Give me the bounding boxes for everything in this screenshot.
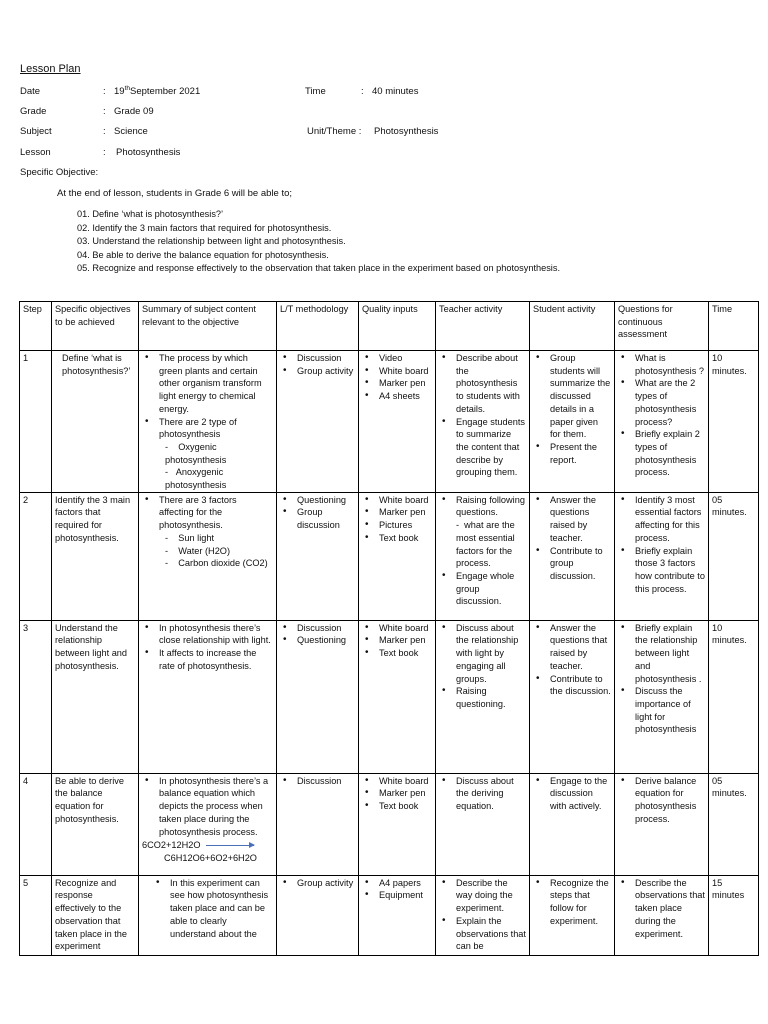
methodology-cell — [277, 773, 359, 875]
summary-item: • In this experiment can see how photosynthesis taken place and can be able to clearly understand about the — [170, 877, 273, 941]
date-value: 19thSeptember 2021 — [114, 84, 201, 97]
objectives-heading: Specific Objective: — [20, 167, 99, 178]
time-label: Time — [305, 86, 326, 97]
table-row — [20, 773, 759, 875]
input-item: • Marker pen — [379, 506, 432, 519]
input-item: • Marker pen — [379, 787, 432, 800]
input-item: • White board — [379, 365, 432, 378]
objective-item: 05. Recognize and response effectively to the observation that taken place in the experiment based on photosynthesis. — [77, 263, 560, 274]
input-item: • Video — [379, 352, 432, 365]
teacher-item: • Describe about the photosynthesis to students with details. — [456, 352, 526, 416]
input-item: • A4 papers — [379, 877, 432, 890]
questions-cell — [615, 620, 709, 773]
summary-cell — [139, 492, 277, 620]
method-item: • Questioning — [297, 634, 355, 647]
summary-item: • In photosynthesis there’s a balance equation which depicts the process when taken place during the photosynthesis process. — [159, 775, 273, 839]
summary-cell — [139, 875, 277, 955]
summary-subitem: - Sun light — [165, 532, 215, 543]
objective-item: 03. Understand the relationship between light and photosynthesis. — [77, 236, 346, 247]
table-row — [20, 351, 759, 493]
questions-cell — [615, 492, 709, 620]
question-item: • Identify 3 most essential factors affecting for this process. — [635, 494, 705, 545]
methodology-cell — [277, 492, 359, 620]
student-cell — [530, 620, 615, 773]
header-step: Step — [20, 302, 52, 351]
objective-cell: Understand the relationship between light and photosynthesis. — [52, 620, 139, 773]
inputs-cell — [359, 620, 436, 773]
input-item: • Marker pen — [379, 634, 432, 647]
objectives-intro: At the end of lesson, students in Grade 6 will be able to; — [57, 188, 293, 199]
header-questions: Questions for continuous assessment — [615, 302, 709, 351]
student-item: • Group students will summarize the discussed details in a paper given for them. — [550, 352, 611, 441]
summary-item: • There are 2 type of photosynthesis - Oxygenic photosynthesis - Anoxygenic photosynthesis — [159, 416, 273, 492]
student-item: • Present the report. — [550, 441, 611, 466]
input-item: • White board — [379, 622, 432, 635]
time-colon: : — [361, 86, 364, 97]
header-quality-inputs: Quality inputs — [359, 302, 436, 351]
summary-cell — [139, 351, 277, 493]
subject-value: Science — [114, 126, 148, 137]
inputs-cell — [359, 875, 436, 955]
step-cell: 2 — [20, 492, 52, 620]
summary-subitem: - Oxygenic photosynthesis — [165, 441, 227, 465]
subject-label: Subject — [20, 126, 52, 137]
objective-item: 04. Be able to derive the balance equation for photosynthesis. — [77, 249, 329, 260]
objective-item: 01. Define ‘what is photosynthesis?’ — [77, 209, 224, 219]
teacher-item: • Discuss about the deriving equation. — [456, 775, 526, 813]
unit-label: Unit/Theme : — [307, 126, 362, 137]
header-objectives: Specific objectives to be achieved — [52, 302, 139, 351]
summary-item: • In photosynthesis there’s close relationship with light. — [159, 622, 273, 647]
lesson-colon: : — [103, 147, 106, 158]
question-item: • Describe the observations that taken place during the experiment. — [635, 877, 705, 941]
student-cell — [530, 773, 615, 875]
teacher-cell — [436, 492, 530, 620]
reaction-arrow-icon — [206, 845, 254, 846]
equation-reactants: 6CO2+12H2O — [142, 839, 273, 852]
teacher-cell — [436, 620, 530, 773]
inputs-cell — [359, 492, 436, 620]
method-item: • Questioning — [297, 494, 355, 507]
header-teacher-activity: Teacher activity — [436, 302, 530, 351]
page-title: Lesson Plan — [20, 63, 81, 75]
table-row — [20, 620, 759, 773]
step-cell: 5 — [20, 875, 52, 955]
teacher-item: • Discuss about the relationship with light by engaging all groups. — [456, 622, 526, 686]
student-item: • Contribute to group discussion. — [550, 545, 611, 583]
student-item: • Answer the questions that raised by teacher. — [550, 622, 611, 673]
lesson-label: Lesson — [20, 147, 51, 158]
methodology-cell — [277, 875, 359, 955]
input-item: • Text book — [379, 800, 432, 813]
summary-cell — [139, 773, 277, 875]
lesson-value: Photosynthesis — [116, 147, 181, 158]
teacher-cell — [436, 351, 530, 493]
lesson-plan-table — [19, 301, 759, 956]
teacher-subitem: - what are the most essential factors for the process. — [456, 520, 515, 569]
summary-item: • The process by which green plants and certain other organism transform light energy to chemical energy. — [159, 352, 273, 416]
input-item: • White board — [379, 494, 432, 507]
summary-cell — [139, 620, 277, 773]
input-item: • Equipment — [379, 889, 432, 902]
objective-cell: Define ‘what is photosynthesis?’ — [52, 351, 139, 493]
questions-cell — [615, 875, 709, 955]
question-item: • Briefly explain 2 types of photosynthesis process. — [635, 428, 705, 479]
questions-cell — [615, 773, 709, 875]
teacher-cell — [436, 875, 530, 955]
table-header-row — [20, 302, 759, 351]
student-cell — [530, 875, 615, 955]
teacher-item: • Describe the way doing the experiment. — [456, 877, 526, 915]
objectives-list — [77, 208, 560, 276]
objective-cell: Identify the 3 main factors that required for photosynthesis. — [52, 492, 139, 620]
teacher-item: • Explain the observations that can be — [456, 915, 526, 953]
header-summary: Summary of subject content relevant to the objective — [139, 302, 277, 351]
time-cell: 15 minutes — [709, 875, 759, 955]
header-time: Time — [709, 302, 759, 351]
teacher-item: • Raising questioning. — [456, 685, 526, 710]
summary-item: • It affects to increase the rate of photosynthesis. — [159, 647, 273, 672]
time-cell: 05 minutes. — [709, 492, 759, 620]
methodology-cell — [277, 620, 359, 773]
time-cell: 10 minutes. — [709, 620, 759, 773]
question-item: • Derive balance equation for photosynthesis process. — [635, 775, 705, 826]
method-item: • Discussion — [297, 622, 355, 635]
input-item: • Marker pen — [379, 377, 432, 390]
student-item: • Contribute to the discussion. — [550, 673, 611, 698]
unit-value: Photosynthesis — [374, 126, 439, 137]
grade-label: Grade — [20, 106, 47, 117]
header-methodology: L/T methodology — [277, 302, 359, 351]
summary-item: • There are 3 factors affecting for the photosynthesis. - Sun light - Water (H2O) - Carbon dioxide (CO2) — [159, 494, 273, 570]
summary-subitem: - Water (H2O) — [165, 545, 231, 556]
methodology-cell — [277, 351, 359, 493]
subject-colon: : — [103, 126, 106, 137]
time-cell: 10 minutes. — [709, 351, 759, 493]
input-item: • Text book — [379, 532, 432, 545]
student-item: • Engage to the discussion with actively. — [550, 775, 611, 813]
inputs-cell — [359, 351, 436, 493]
time-value: 40 minutes — [372, 86, 419, 97]
grade-colon: : — [103, 106, 106, 117]
objective-cell: Recognize and response effectively to the observation that taken place in the experiment — [52, 875, 139, 955]
method-item: • Group activity — [297, 877, 355, 890]
method-item: • Group discussion — [297, 506, 355, 531]
input-item: • A4 sheets — [379, 390, 432, 403]
teacher-cell — [436, 773, 530, 875]
equation-products: C6H12O6+6O2+6H2O — [164, 852, 257, 863]
date-label: Date — [20, 86, 41, 97]
grade-value: Grade 09 — [114, 106, 154, 117]
summary-subitem: - Carbon dioxide (CO2) — [165, 558, 268, 569]
summary-subitem: - Anoxygenic photosynthesis — [165, 467, 227, 491]
teacher-item: • Engage whole group discussion. — [456, 570, 526, 608]
input-item: • Text book — [379, 647, 432, 660]
objective-cell: Be able to derive the balance equation for photosynthesis. — [52, 773, 139, 875]
date-colon: : — [103, 86, 106, 97]
input-item: • White board — [379, 775, 432, 788]
student-cell — [530, 351, 615, 493]
method-item: • Discussion — [297, 352, 355, 365]
step-cell: 1 — [20, 351, 52, 493]
objective-item: 02. Identify the 3 main factors that required for photosynthesis. — [77, 222, 332, 233]
inputs-cell — [359, 773, 436, 875]
question-item: • Discuss the importance of light for photosynthesis — [635, 685, 705, 736]
input-item: • Pictures — [379, 519, 432, 532]
step-cell: 4 — [20, 773, 52, 875]
question-item: • What are the 2 types of photosynthesis process? — [635, 377, 705, 428]
table-row — [20, 875, 759, 955]
method-item: • Discussion — [297, 775, 355, 788]
teacher-item: • Raising following questions. - what are the most essential factors for the process. — [456, 494, 526, 570]
student-item: • Recognize the steps that follow for experiment. — [550, 877, 611, 928]
question-item: • What is photosynthesis ? — [635, 352, 705, 377]
header-student-activity: Student activity — [530, 302, 615, 351]
teacher-item: • Engage students to summarize the content that describe by grouping them. — [456, 416, 526, 480]
question-item: • Briefly explain the relationship between light and photosynthesis . — [635, 622, 705, 686]
student-item: • Answer the questions raised by teacher. — [550, 494, 611, 545]
time-cell: 05 minutes. — [709, 773, 759, 875]
question-item: • Briefly explain those 3 factors how contribute to this process. — [635, 545, 705, 596]
table-row — [20, 492, 759, 620]
student-cell — [530, 492, 615, 620]
questions-cell — [615, 351, 709, 493]
step-cell: 3 — [20, 620, 52, 773]
method-item: • Group activity — [297, 365, 355, 378]
